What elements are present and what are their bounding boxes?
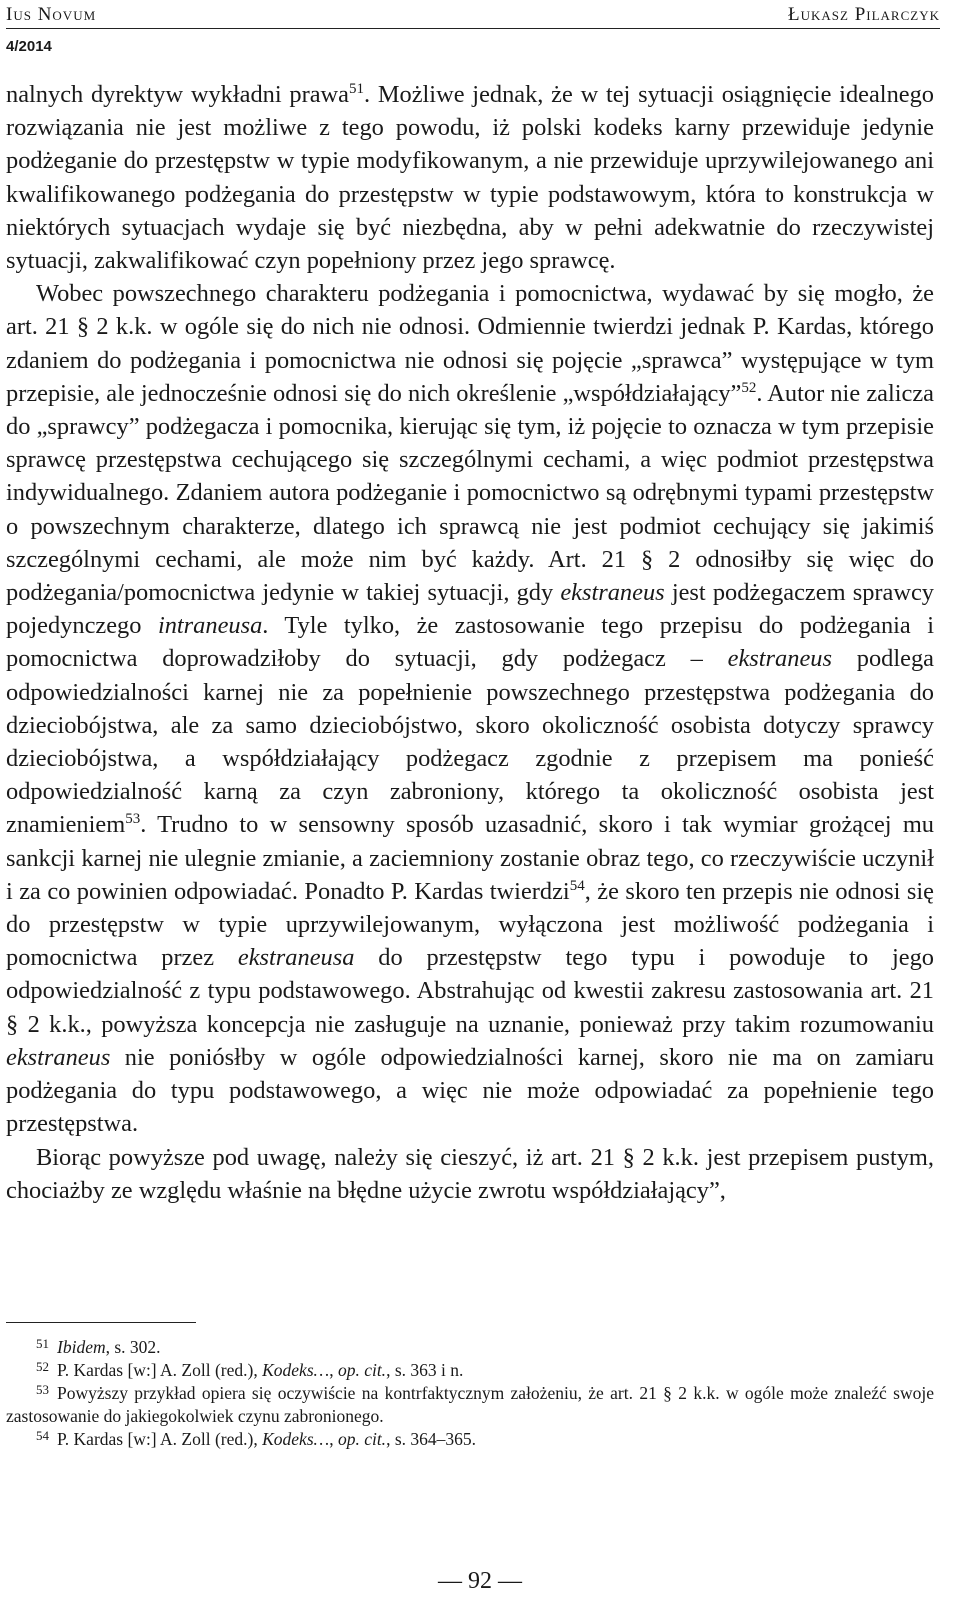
footnote-54: $^{54}$ P. Kardas [w:] A. Zoll (red.), Kodeks…, op. cit., s. 364–365.	[36, 1427, 476, 1449]
issue-number: 4/2014	[6, 38, 52, 55]
footnote-ref-51: 51	[348, 81, 364, 97]
footnote-53: $^{53}$ Powyższy przykład opiera się oczywiście na kontrfaktycznym założeniu, że art. 21 § 2 k.k. w ogóle może znaleźć swoje zastosowanie do jakiegokolwiek czynu zabronionego.	[6, 1382, 934, 1426]
running-header	[6, 0, 940, 30]
page-number: — 92 —	[438, 1568, 522, 1594]
footnote-51: $^{51}$ Ibidem, s. 302.	[36, 1336, 161, 1357]
paragraph-3: Biorąc powyższe pod uwagę, należy się cieszyć, iż art. 21 § 2 k.k. jest przepisem pustym, chociażby ze względu właśnie na błędne użycie zwrotu współdziałający”,	[6, 1143, 934, 1204]
author-name: Łukasz Pilarczyk	[788, 4, 940, 25]
footnote-52: $^{52}$ P. Kardas [w:] A. Zoll (red.), Kodeks…, op. cit., s. 363 i n.	[36, 1359, 464, 1381]
journal-title: Ius Novum	[6, 4, 97, 25]
paragraph-1: nalnych dyrektyw wykładni prawa$^{51}$. Możliwe jednak, że w tej sytuacji osiągnięcie idealnego rozwiązania nie jest możliwe z tego powodu, iż polski kodeks karny przewiduje jedynie podżeganie do przestępstw w typie modyfikowanym, a nie przewiduje uprzywilejowanego ani kwalifikowanego podżegania do przestępstw w typie podstawowym, która to konstrukcja w niektórych sytuacjach wydaje się być niezbędna, aby w pełni adekwatnie do rzeczywistej sytuacji, zakwalifikować czyn popełniony przez jego sprawcę.	[6, 81, 934, 275]
paragraph-2: Wobec powszechnego charakteru podżegania i pomocnictwa, wydawać by się mogło, że art. 21 § 2 k.k. w ogóle się do nich nie odnosi. Odmiennie twierdzi jednak P. Kardas, którego zdaniem do podżegania i pomocnictwa nie odnosi się pojęcie „sprawca” występujące w tym przepisie, ale jednocześnie odnosi się do nich określenie „współdziałający”$^{52}$. Autor nie zalicza do „sprawcy” podżegacza i pomocnika, kierując się tym, iż pojęcie to oznacza w tym przepisie sprawcę przestępstwa cechującego się szczególnymi cechami, a więc podmiot przestępstwa indywidualnego. Zdaniem autora podżeganie i pomocnictwo są odrębnymi typami przestępstw o powszechnym charakterze, dlatego ich sprawcą nie jest podmiot cechujący się jakimiś szczególnymi cechami, ale może nim być każdy. Art. 21 § 2 odnosiłby się więc do podżegania/pomocnictwa jedynie w takiej sytuacji, gdy ekstraneus jest podżegaczem sprawcy pojedynczego intraneusa. Tyle tylko, że zastosowanie tego przepisu do podżegania i pomocnictwa doprowadziłoby do sytuacji, gdy podżegacz – ekstraneus podlega odpowiedzialności karnej nie za popełnienie powszechnego przestępstwa podżegania do dzieciobójstwa, ale za samo dzieciobójstwo, skoro okoliczność osobista dotyczy sprawcy dzieciobójstwa, a współdziałający podżegacz zgodnie z przepisem ma ponieść odpowiedzialność karną za czyn zabroniony, którego ta okoliczność osobista jest znamieniem$^{53}$. Trudno to w sensowny sposób uzasadnić, skoro i tak wymiar grożącej mu sankcji karnej nie ulegnie zmianie, a zaciemniony zostanie obraz tego, co rzeczywiście uczynił i za co powinien odpowiadać. Ponadto P. Kardas twierdzi$^{54}$, że skoro ten przepis nie odnosi się do przestępstw w typie uprzywilejowanym, wyłączona jest możliwość podżegania i pomocnictwa przez ekstraneusa do przestępstw tego typu i powoduje to jego odpowiedzialność z typu podstawowego. Abstrahując od kwestii zakresu zastosowania art. 21 § 2 k.k., powyższa koncepcja nie zasługuje na uznanie, ponieważ przy takim rozumowaniu ekstraneus nie poniósłby w ogóle odpowiedzialności karnej, skoro nie ma on zamiaru podżegania do typu podstawowego, a więc nie może odpowiadać za popełnienie tego przestępstwa.	[6, 280, 935, 1138]
footnote-ref-52: 52	[741, 379, 757, 396]
footnotes	[6, 1336, 934, 1451]
footnote-ref-53: 53	[125, 811, 141, 828]
main-text	[6, 78, 934, 1207]
header-rule	[6, 28, 940, 29]
footnote-separator	[6, 1322, 196, 1323]
footnote-ref-54: 54	[569, 877, 585, 894]
